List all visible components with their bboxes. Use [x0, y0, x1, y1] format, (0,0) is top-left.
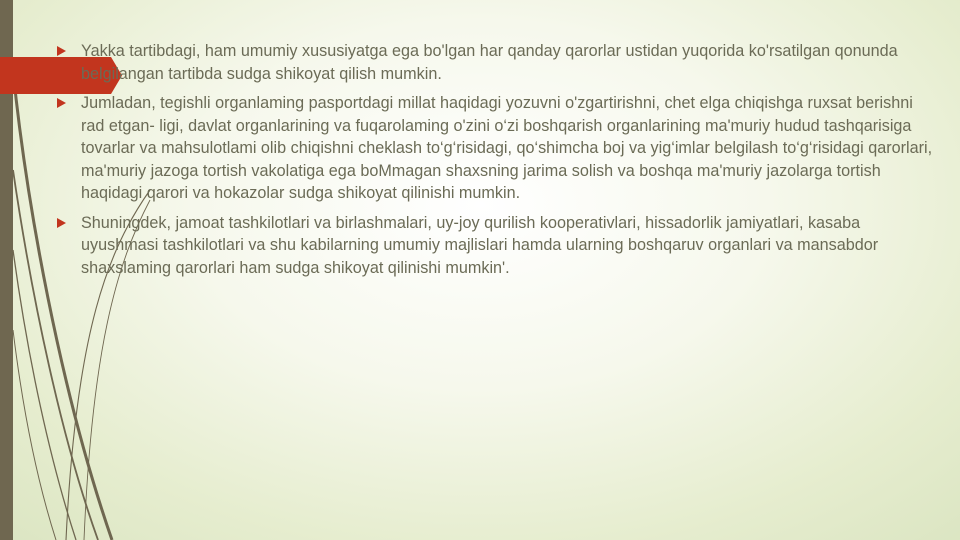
arrow-bullet-icon	[57, 218, 66, 228]
list-item	[56, 212, 936, 280]
bullet-text: Yakka tartibdagi, ham umumiy xususiyatga ega bo'lgan har qanday qarorlar ustidan yuqorida ko'rsatilgan qonunda belgilangan tartibda sudga shikoyat qilish mumkin.	[81, 42, 898, 83]
arrow-bullet-icon	[57, 98, 66, 108]
bullet-text: Jumladan, tegishli organlaming pasportdagi millat haqidagi yozuvni o'zgartirishni, chet elga chiqishga ruxsat berishni rad etgan- ligi, davlat organlarining va fuqarolaming o'zini o‘zi boshqarish organlarining ma'muriy hudud tashqarisiga tovarlar va mahsulotlami olib chiqishni cheklash to‘g‘risidagi, qo‘shimcha boj va yig‘imlar belgilash to‘g‘risidagi qarorlari, ma'muriy jazoga tortish vakolatiga ega boMmagan shaxsning jarima solish va boshqa ma'muriy jazolarga tortish haqidagi qarori va hokazolar sudga shikoyat qilinishi mumkin.	[81, 94, 933, 202]
arrow-bullet-icon	[57, 46, 66, 56]
bullet-list	[56, 40, 936, 286]
list-item	[56, 40, 936, 85]
list-item	[56, 92, 936, 205]
bullet-text: Shuningdek, jamoat tashkilotlari va birlashmalari, uy-joy qurilish kooperativlari, hissadorlik jamiyatlari, kasaba uyushmasi tashkilotlari va shu kabilarning umumiy majlislari hamda ularning boshqaruv organlari va mansabdor shaxslaming qarorlari ham sudga shikoyat qilinishi mumkin'.	[81, 213, 879, 277]
